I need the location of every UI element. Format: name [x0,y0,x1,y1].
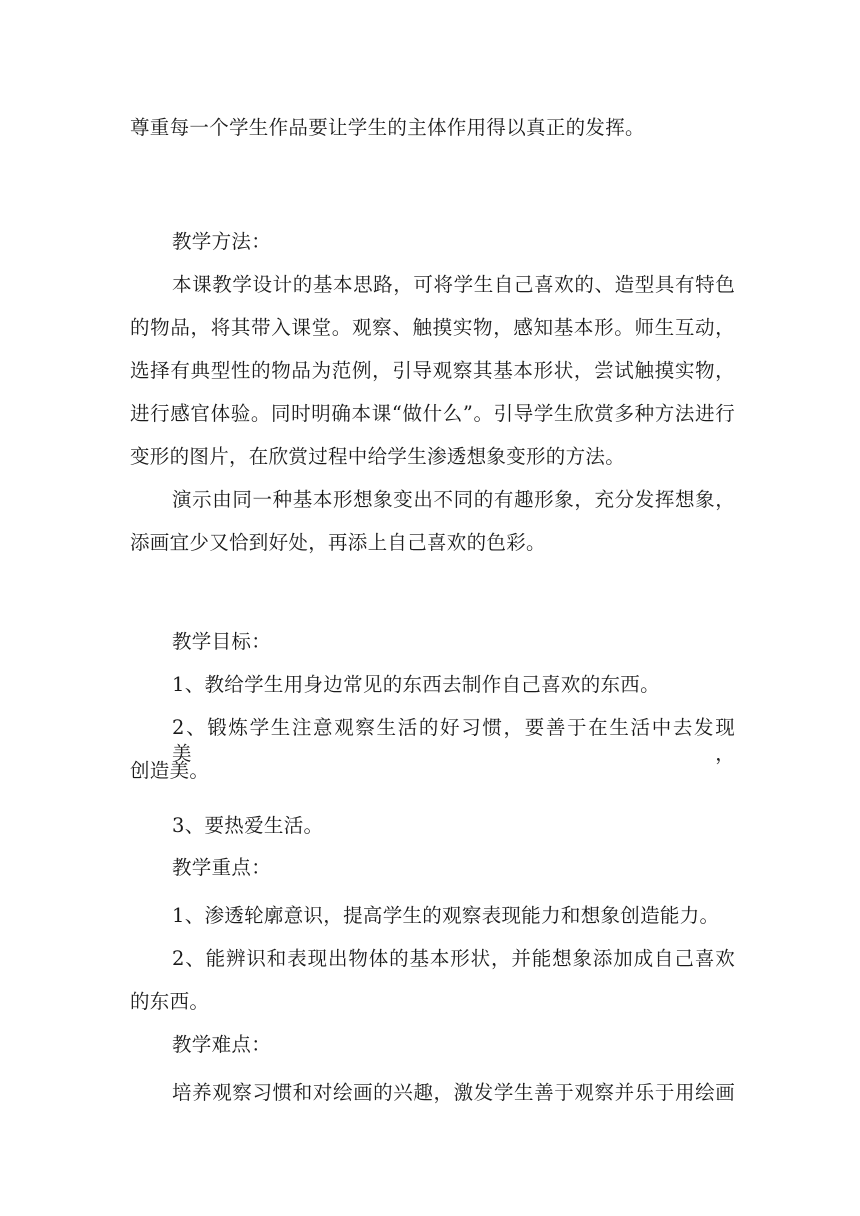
paragraph-line: 本课教学设计的基本思路，可将学生自己喜欢的、造型具有特色 [172,273,735,296]
section-heading-method: 教学方法： [172,230,272,253]
list-item-continuation: 创造美。 [130,759,210,782]
paragraph-line: 的物品，将其带入课堂。观察、触摸实物，感知基本形。师生互动， [130,316,735,339]
list-item: 1、渗透轮廓意识，提高学生的观察表现能力和想象创造能力。 [172,904,720,927]
paragraph-line: 添画宜少又恰到好处，再添上自己喜欢的色彩。 [130,531,546,554]
section-heading-difficulty: 教学难点： [172,1033,272,1056]
list-item: 3、要热爱生活。 [172,814,324,837]
section-heading-key-points: 教学重点： [172,856,272,879]
list-item-continuation: 的东西。 [130,990,210,1013]
paragraph-line: 尊重每一个学生作品要让学生的主体作用得以真正的发挥。 [130,116,645,139]
section-heading-goals: 教学目标： [172,630,272,653]
paragraph-line: 演示由同一种基本形想象变出不同的有趣形象，充分发挥想象， [172,488,735,511]
paragraph-line: 变形的图片，在欣赏过程中给学生渗透想象变形的方法。 [130,445,626,468]
list-item: 2、能辨识和表现出物体的基本形状，并能想象添加成自己喜欢 [172,947,735,970]
list-item: 2、锻炼学生注意观察生活的好习惯，要善于在生活中去发现美， [172,716,735,765]
paragraph-line: 培养观察习惯和对绘画的兴趣，激发学生善于观察并乐于用绘画 [172,1081,735,1104]
paragraph-line: 进行感官体验。同时明确本课“做什么”。引导学生欣赏多种方法进行 [130,402,735,425]
list-item: 1、教给学生用身边常见的东西去制作自己喜欢的东西。 [172,673,660,696]
paragraph-line: 选择有典型性的物品为范例，引导观察其基本形状，尝试触摸实物， [130,359,735,382]
